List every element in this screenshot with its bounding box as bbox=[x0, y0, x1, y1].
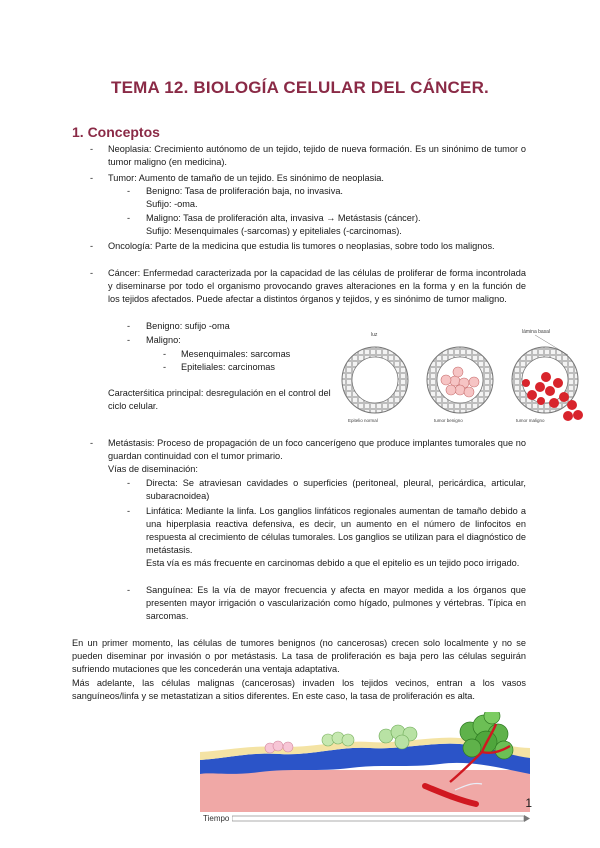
item-linfatica2: Esta vía es más frecuente en carcinomas debido a que el epitelio es un tejido poco irrigado. bbox=[146, 558, 520, 568]
item-cancer: Cáncer: Enfermedad caracterizada por la capacidad de las células de proliferar de forma incontrolada y diseminarse por todo el organismo provocando graves alteraciones en la forma y en la función de los tejidos afectados. Puede afectar a distintos órganos y tejidos, y es sinónimo de tumor maligno. bbox=[108, 268, 526, 304]
bullet-dash: - bbox=[90, 241, 94, 251]
paragraph-1: En un primer momento, las células de tumores benignos (no cancerosas) crecen solo localmente y no se pueden diseminar por invasión o por metástasis. La tasa de proliferación es baja pero las células seguirán sufriendo mutaciones que les concederán una ventaja adaptativa. bbox=[72, 638, 526, 674]
malignant-tumor bbox=[512, 347, 583, 421]
caption-normal: Epitelio normal bbox=[348, 418, 378, 423]
item-oncologia: Oncología: Parte de la medicina que estudia lis tumores o neoplasias, sobre todo los malignos. bbox=[108, 241, 495, 251]
item-directa: Directa: Se atraviesan cavidades o superficies (peritoneal, pleural, pericárdica, articular, subaracnoidea) bbox=[146, 478, 526, 501]
benign-tumor bbox=[427, 347, 493, 413]
epithelium-figure bbox=[340, 325, 585, 425]
bullet-dash: - bbox=[90, 268, 94, 278]
item-benigno: Benigno: Tasa de proliferación baja, no invasiva. bbox=[146, 186, 343, 196]
item-tumor: Tumor: Aumento de tamaño de un tejido. Es sinónimo de neoplasia. bbox=[108, 173, 384, 183]
caption-benign: tumor benigno bbox=[434, 418, 463, 423]
normal-epithelium bbox=[342, 347, 408, 413]
label-luz: luz bbox=[371, 332, 378, 338]
bullet-dash: - bbox=[163, 362, 167, 372]
timeline-arrow bbox=[232, 815, 530, 823]
timeline-label: Tiempo bbox=[203, 814, 230, 823]
item-epiteliales: Epiteliales: carcinomas bbox=[181, 362, 275, 372]
item-sanguinea: Sanguínea: Es la vía de mayor frecuencia y afecta en mayor medida a los órganos que presenten mayor irrigación o vascularización como hígado, pulmones y vértebras. Típica en sarcomas. bbox=[146, 585, 526, 621]
paragraph-2: Más adelante, las células malignas (cancerosas) invaden los tejidos vecinos, entran a los vasos sanguíneos/linfa y se metastatizan a sitios diferentes. En este caso, la tasa de proliferación es alta. bbox=[72, 678, 526, 701]
bullet-dash: - bbox=[127, 213, 131, 223]
bullet-dash: - bbox=[90, 144, 94, 154]
bullet-dash: - bbox=[163, 349, 167, 359]
item-c-benigno: Benigno: sufijo -oma bbox=[146, 321, 230, 331]
item-neoplasia: Neoplasia: Crecimiento autónomo de un tejido, tejido de nueva formación. Es un sinónimo de tumor o tumor maligno (en medicina). bbox=[108, 144, 526, 167]
item-metastasis: Metástasis: Proceso de propagación de un foco cancerígeno que produce implantes tumorales que no guardan continuidad con el tumor primario. bbox=[108, 438, 526, 461]
item-linfatica: Linfática: Mediante la linfa. Los ganglios linfáticos regionales aumentan de tamaño debido a una hiperplasia reactiva defensiva, es decir, un aumento en el número de linfocitos en respuesta al crecimiento de células tumorales. Los ganglios se utilizan para el diagnóstico de metástasis. bbox=[146, 506, 526, 555]
bullet-dash: - bbox=[127, 335, 131, 345]
bullet-dash: - bbox=[90, 173, 94, 183]
bullet-dash: - bbox=[127, 478, 131, 488]
item-vias: Vías de diseminación: bbox=[108, 464, 198, 474]
bullet-dash: - bbox=[127, 506, 131, 516]
bullet-dash: - bbox=[127, 585, 131, 595]
item-maligno: Maligno: Tasa de proliferación alta, invasiva → Metástasis (cáncer). bbox=[146, 213, 421, 223]
bullet-dash: - bbox=[90, 438, 94, 448]
tumor-progression-figure bbox=[200, 712, 530, 812]
caption-malignant: tumor maligno bbox=[516, 418, 545, 423]
item-maligno-sufijo: Sufijo: Mesenquimales (-sarcomas) y epiteliales (-carcinomas). bbox=[146, 226, 402, 236]
bullet-dash: - bbox=[127, 321, 131, 331]
section-heading: 1. Conceptos bbox=[72, 124, 160, 140]
page-number: 1 bbox=[525, 796, 532, 810]
page-title: TEMA 12. BIOLOGÍA CELULAR DEL CÁNCER. bbox=[111, 78, 489, 97]
bullet-dash: - bbox=[127, 186, 131, 196]
label-lamina: lámina basal bbox=[522, 329, 551, 335]
item-caracteristica: Caracterśitica principal: desregulación en el control del ciclo celular. bbox=[108, 388, 331, 411]
item-mesenquimales: Mesenquimales: sarcomas bbox=[181, 349, 291, 359]
item-benigno-sufijo: Sufijo: -oma. bbox=[146, 199, 198, 209]
item-c-maligno: Maligno: bbox=[146, 335, 181, 345]
